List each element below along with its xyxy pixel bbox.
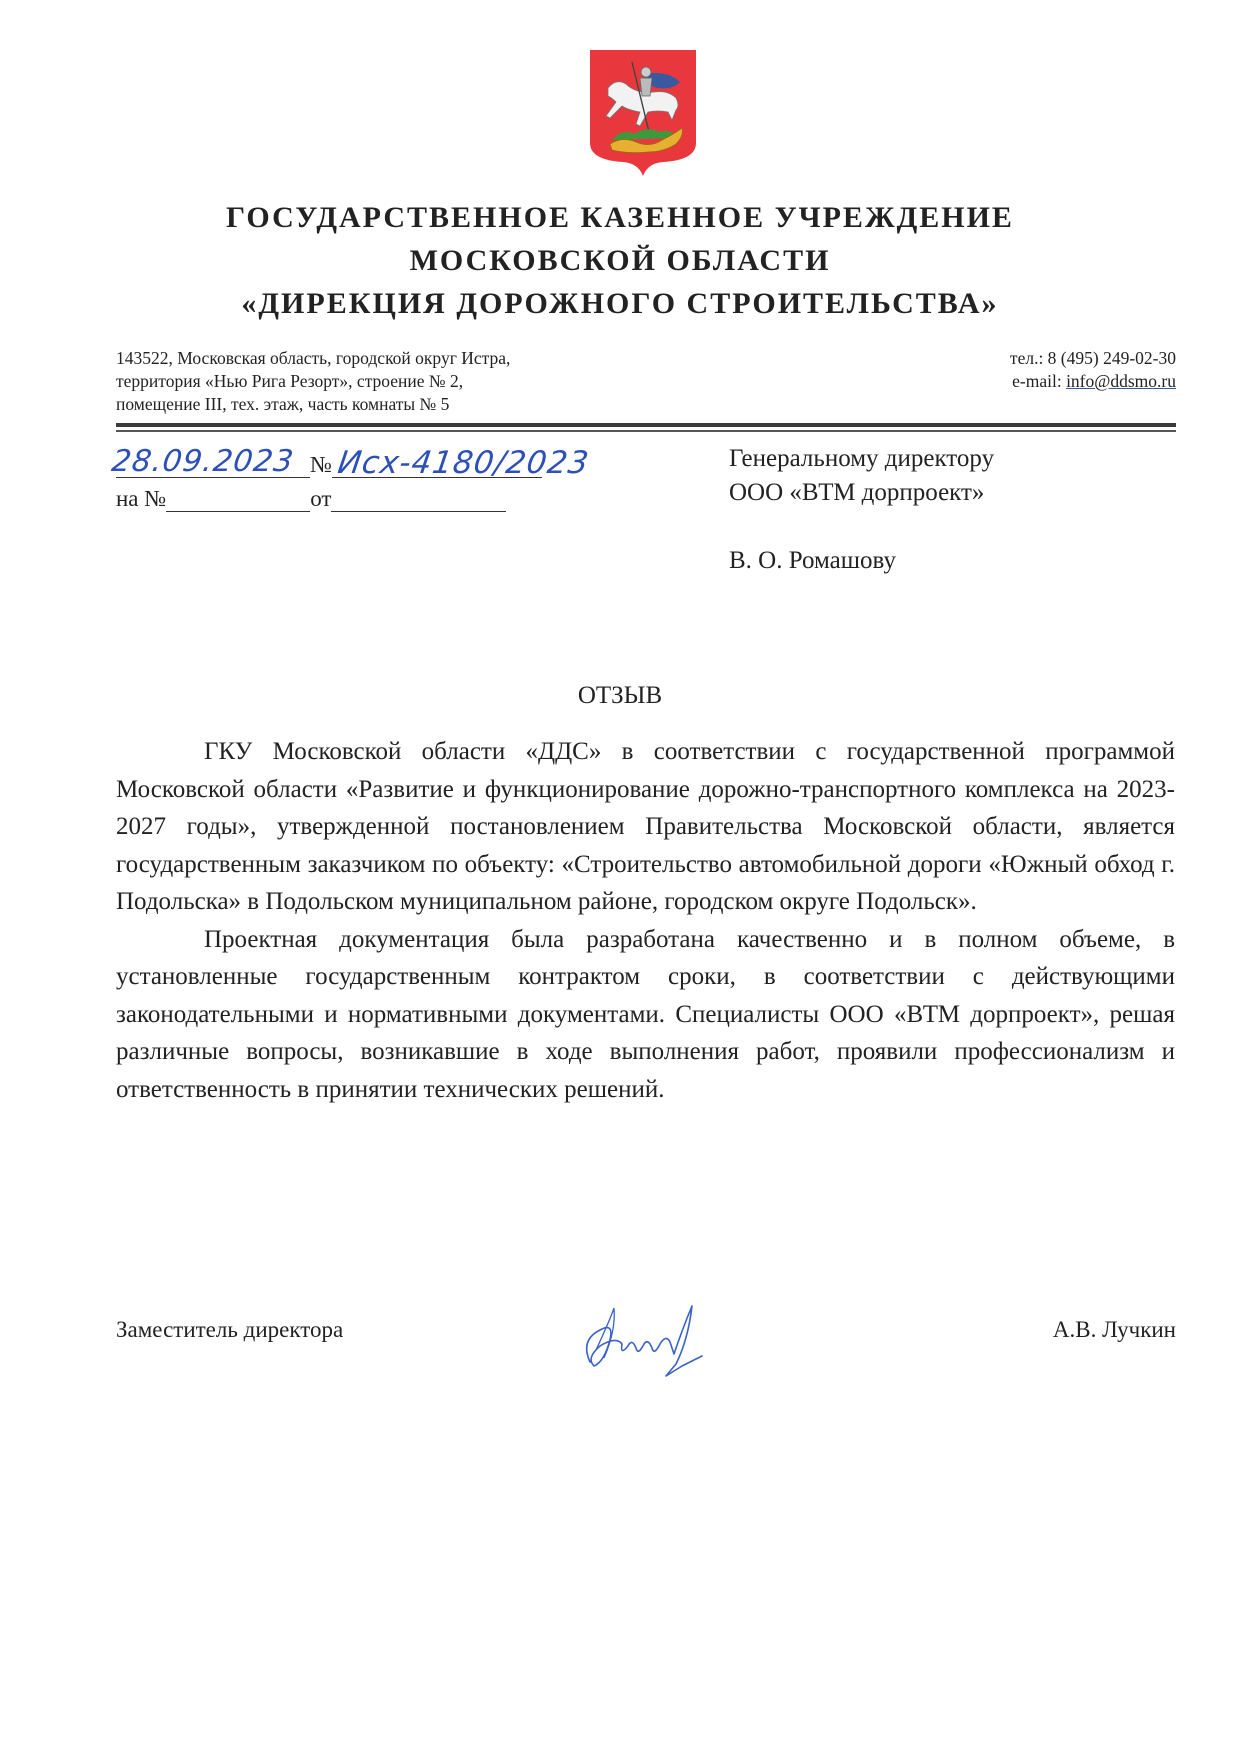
reply-to-number-field xyxy=(166,487,310,512)
signatory-position: Заместитель директора xyxy=(116,1317,344,1342)
body-paragraph-2: Проектная документация была разработана качественно и в полном объеме, в установленные государственным контрактом сроки, в соответствии с действующими законодательными и нормативными документами. Специалисты ООО «ВТМ дорпроект», решая различные вопросы, возникавшие в ходе выполнения работ, проявили профессионализм и ответственность в принятии технических решений. xyxy=(116,925,1175,1103)
registration-row-outgoing xyxy=(109,444,592,481)
email-link[interactable]: info@ddsmo.ru xyxy=(1066,371,1176,391)
number-label: № xyxy=(310,452,332,477)
addressee-name: В. О. Ромашову xyxy=(729,547,896,574)
organization-address xyxy=(116,347,510,416)
address-line-1: 143522, Московская область, городской округ Истра, xyxy=(116,348,511,368)
email-row xyxy=(1010,370,1176,393)
header-divider-thin xyxy=(116,430,1176,432)
phone-number: тел.: 8 (495) 249-02-30 xyxy=(1009,348,1176,368)
outgoing-number-field xyxy=(332,445,592,481)
addressee-block xyxy=(729,442,994,578)
from-label: от xyxy=(310,486,332,511)
reply-to-label: на № xyxy=(116,486,167,511)
body-paragraph-1: ГКУ Московской области «ДДС» в соответствии с государственной программой Московской области «Развитие и функционирование дорожно-транспортного комплекса на 2023-2027 годы», утвержденной постановлением Правительства Московской области, является государственным заказчиком по объекту: «Строительство автомобильной дороги «Южный обход г. Подольска» в Подольском муниципальном районе, городском округе Подольск». xyxy=(116,738,1175,915)
organization-title xyxy=(0,196,1240,325)
handwritten-number: Исх-4180/2023 xyxy=(335,445,592,481)
handwritten-signature xyxy=(570,1300,760,1380)
reply-from-date-field xyxy=(331,487,506,512)
outgoing-date-field xyxy=(109,444,310,479)
header-divider-thick xyxy=(116,423,1176,427)
address-line-3: помещение III, тех. этаж, часть комнаты № 5 xyxy=(116,394,450,414)
address-line-2: территория «Нью Рига Резорт», строение № 2, xyxy=(116,371,464,391)
document-body xyxy=(116,733,1175,1108)
org-title-line-3: «ДИРЕКЦИЯ ДОРОЖНОГО СТРОИТЕЛЬСТВА» xyxy=(241,287,999,320)
organization-contacts xyxy=(1010,347,1176,393)
addressee-position: Генеральному директору xyxy=(729,445,995,472)
org-title-line-1: ГОСУДАРСТВЕННОЕ КАЗЕННОЕ УЧРЕЖДЕНИЕ xyxy=(226,201,1014,234)
org-title-line-2: МОСКОВСКОЙ ОБЛАСТИ xyxy=(409,244,831,277)
handwritten-date: 28.09.2023 xyxy=(109,444,297,479)
coat-of-arms-emblem xyxy=(588,48,698,178)
registration-row-reply xyxy=(116,486,506,512)
email-label: e-mail: xyxy=(1012,371,1067,391)
document-heading: ОТЗЫВ xyxy=(577,682,663,709)
signatory-name: А.В. Лучкин xyxy=(1052,1317,1176,1342)
addressee-company: ООО «ВТМ дорпроект» xyxy=(729,479,985,506)
